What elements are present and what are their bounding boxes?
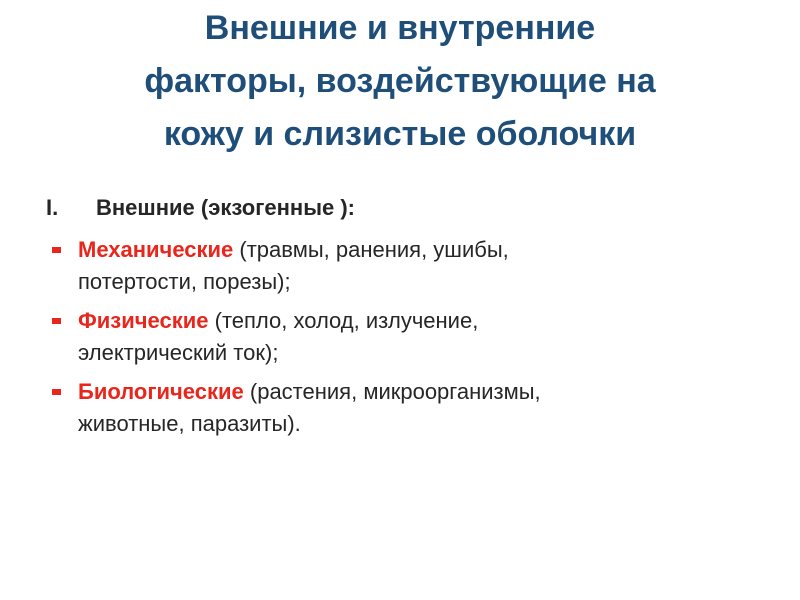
item-term: Биологические: [78, 379, 244, 404]
section-number: I.: [46, 195, 59, 220]
item-line-2: электрический ток);: [78, 340, 279, 365]
bullet-icon: [52, 247, 61, 253]
item-term: Механические: [78, 237, 234, 262]
item-description: (травмы, ранения, ушибы,: [233, 237, 509, 262]
item-description: (тепло, холод, излучение,: [208, 308, 479, 333]
item-description: (растения, микроорганизмы,: [243, 379, 541, 404]
bullet-icon: [52, 318, 61, 324]
item-line-2: потертости, порезы);: [78, 269, 291, 294]
item-line-2: животные, паразиты).: [78, 411, 301, 436]
list-item-mechanical: [46, 234, 746, 298]
title-line-2: факторы, воздействующие на: [144, 62, 656, 100]
slide-title: [40, 2, 760, 161]
item-line-1: [78, 376, 746, 408]
item-term: Физические: [78, 308, 209, 333]
title-line-1: Внешние и внутренние: [204, 9, 596, 47]
list-item-physical: [46, 305, 746, 369]
section-heading: [46, 192, 746, 224]
title-line-3: кожу и слизистые оболочки: [163, 115, 637, 153]
item-line-1: [78, 305, 746, 337]
bullet-icon: [52, 389, 61, 395]
list-item-biological: [46, 376, 746, 440]
section-heading-text: Внешние (экзогенные ):: [96, 195, 355, 220]
item-line-1: [78, 234, 746, 266]
slide-content: [46, 192, 746, 447]
